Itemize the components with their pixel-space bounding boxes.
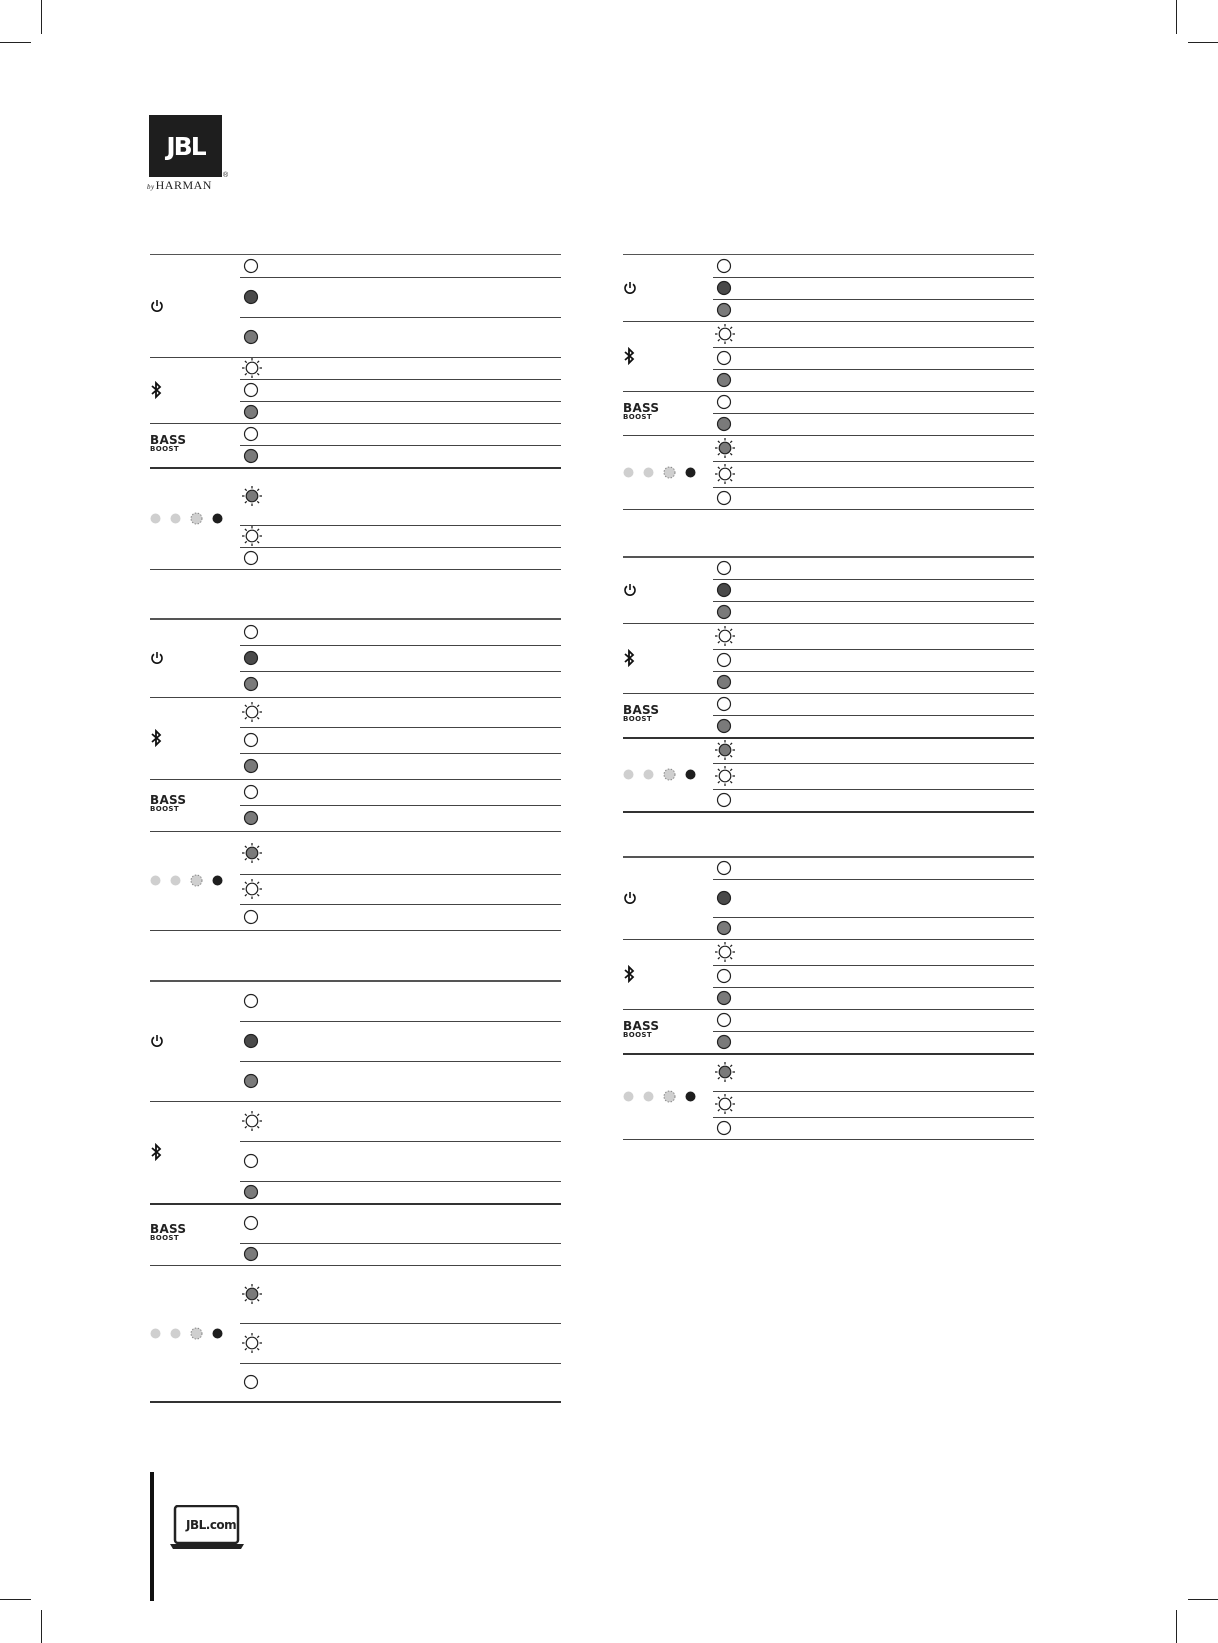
section-divider: [623, 939, 1034, 940]
bass-label-line2: BOOST: [150, 445, 180, 453]
section-divider: [150, 779, 561, 780]
led-solid-mid-icon: [242, 757, 260, 780]
table-top-rule: [150, 254, 561, 255]
row-divider: [240, 805, 561, 806]
led-off-icon: [242, 731, 260, 754]
led-off-icon: [242, 1152, 260, 1175]
bass-label-line1: BASS: [623, 1019, 660, 1033]
crop-mark: [1188, 42, 1218, 43]
led-blinking-icon: [242, 879, 262, 904]
crop-mark: [0, 1599, 31, 1600]
row-divider: [240, 525, 561, 526]
section-label-power: [150, 981, 164, 1101]
led-blinking-filled-icon: [242, 1284, 262, 1309]
led-blinking-icon: [242, 702, 262, 727]
battery-dots-icon: [623, 1090, 696, 1103]
led-off-icon: [242, 992, 260, 1015]
section-label-bass: [623, 693, 659, 737]
led-solid-dark-icon: [242, 288, 260, 311]
section-label-power: [150, 255, 164, 357]
power-icon: [150, 299, 164, 313]
row-divider: [713, 601, 1034, 602]
section-divider: [623, 623, 1034, 624]
row-divider: [240, 645, 561, 646]
table-bottom-rule: [623, 1139, 1034, 1140]
section-label-bt: [623, 623, 635, 693]
byline-text: HARMAN: [155, 178, 212, 192]
section-label-bt: [623, 939, 635, 1009]
row-divider: [713, 1031, 1034, 1032]
bass-label-line2: BOOST: [623, 413, 653, 421]
led-blinking-filled-icon: [242, 486, 262, 511]
row-divider: [713, 715, 1034, 716]
bass-boost-label: [150, 793, 187, 814]
table-top-rule: [623, 556, 1034, 558]
harman-byline: [147, 178, 212, 193]
battery-dots-icon: [623, 466, 696, 479]
section-divider: [623, 693, 1034, 694]
section-divider: [150, 697, 561, 698]
led-blinking-icon: [715, 766, 735, 791]
led-solid-dark-icon: [242, 1032, 260, 1055]
section-label-batt: [150, 467, 223, 569]
crop-mark: [1176, 0, 1177, 34]
section-label-bass: [150, 779, 186, 831]
table-bottom-rule: [623, 811, 1034, 813]
row-divider: [713, 461, 1034, 462]
section-label-bass: [623, 1009, 659, 1053]
led-off-icon: [242, 623, 260, 646]
led-solid-mid-icon: [242, 328, 260, 351]
bass-label-line1: BASS: [150, 793, 187, 807]
row-divider: [713, 1091, 1034, 1092]
led-off-icon: [242, 1373, 260, 1396]
row-divider: [240, 753, 561, 754]
section-divider: [150, 423, 561, 424]
row-divider: [713, 879, 1034, 880]
bass-boost-label: [150, 433, 187, 454]
led-blinking-filled-icon: [715, 438, 735, 463]
led-blinking-icon: [242, 1333, 262, 1358]
row-divider: [713, 789, 1034, 790]
website-label: JBL.com: [186, 1518, 237, 1532]
section-label-bt: [150, 1101, 162, 1203]
led-solid-dark-icon: [715, 889, 733, 912]
row-divider: [240, 1061, 561, 1062]
row-divider: [713, 347, 1034, 348]
section-label-power: [623, 255, 637, 321]
crop-mark: [1188, 1599, 1218, 1600]
row-divider: [240, 1181, 561, 1182]
section-label-bass: [623, 391, 659, 435]
table-top-rule: [623, 856, 1034, 858]
row-divider: [240, 1021, 561, 1022]
section-label-bt: [623, 321, 635, 391]
row-divider: [713, 987, 1034, 988]
section-divider: [150, 357, 561, 358]
crop-mark: [1176, 1610, 1177, 1643]
row-divider: [240, 1141, 561, 1142]
row-divider: [713, 579, 1034, 580]
section-label-power: [150, 619, 164, 697]
row-divider: [240, 277, 561, 278]
bluetooth-icon: [623, 649, 635, 667]
row-divider: [713, 671, 1034, 672]
table-bottom-rule: [150, 930, 561, 931]
battery-dots-icon: [150, 512, 223, 525]
registered-mark: ®: [223, 172, 229, 179]
row-divider: [240, 904, 561, 905]
power-icon: [623, 891, 637, 905]
row-divider: [713, 965, 1034, 966]
bluetooth-icon: [150, 1143, 162, 1161]
led-off-icon: [242, 908, 260, 931]
led-blinking-icon: [715, 942, 735, 967]
bass-boost-label: [623, 401, 660, 422]
crop-mark: [0, 42, 31, 43]
section-label-power: [623, 857, 637, 939]
led-blinking-icon: [715, 464, 735, 489]
row-divider: [240, 547, 561, 548]
section-divider: [623, 391, 1034, 392]
power-icon: [150, 1034, 164, 1048]
bass-boost-label: [623, 703, 660, 724]
bass-boost-label: [150, 1222, 187, 1243]
section-divider: [623, 321, 1034, 322]
bass-label-line2: BOOST: [623, 1031, 653, 1039]
battery-dots-icon: [623, 768, 696, 781]
led-off-icon: [242, 1214, 260, 1237]
bass-boost-label: [623, 1019, 660, 1040]
row-divider: [240, 445, 561, 446]
section-label-bt: [150, 697, 162, 779]
bass-label-line1: BASS: [623, 401, 660, 415]
led-blinking-filled-icon: [715, 1062, 735, 1087]
power-icon: [150, 651, 164, 665]
row-divider: [240, 401, 561, 402]
led-blinking-filled-icon: [715, 740, 735, 765]
row-divider: [713, 369, 1034, 370]
led-blinking-icon: [242, 1111, 262, 1136]
bass-label-line2: BOOST: [623, 715, 653, 723]
crop-mark: [41, 1610, 42, 1643]
bluetooth-icon: [150, 729, 162, 747]
battery-dots-icon: [150, 1327, 223, 1340]
power-icon: [623, 583, 637, 597]
bass-label-line1: BASS: [150, 1222, 187, 1236]
jbl-logo: [149, 115, 222, 177]
table-bottom-rule: [150, 1401, 561, 1403]
section-divider: [623, 1009, 1034, 1010]
row-divider: [713, 413, 1034, 414]
row-divider: [713, 649, 1034, 650]
byline-prefix: by: [147, 183, 155, 191]
bluetooth-icon: [623, 965, 635, 983]
section-label-batt: [623, 435, 696, 509]
led-solid-mid-icon: [242, 809, 260, 832]
section-label-batt: [150, 1265, 223, 1401]
jbl-logo-text: JBL: [166, 131, 205, 161]
row-divider: [240, 1363, 561, 1364]
led-off-icon: [242, 783, 260, 806]
led-solid-mid-icon: [242, 1072, 260, 1095]
table-bottom-rule: [623, 509, 1034, 510]
led-blinking-icon: [715, 324, 735, 349]
bass-label-line1: BASS: [623, 703, 660, 717]
section-label-batt: [623, 1053, 696, 1139]
section-divider: [150, 1101, 561, 1102]
row-divider: [240, 874, 561, 875]
bass-label-line2: BOOST: [150, 1234, 180, 1242]
section-label-bass: [150, 423, 186, 467]
bass-label-line2: BOOST: [150, 805, 180, 813]
power-icon: [623, 281, 637, 295]
row-divider: [713, 917, 1034, 918]
row-divider: [713, 299, 1034, 300]
led-solid-mid-icon: [242, 675, 260, 698]
crop-mark: [41, 0, 42, 34]
row-divider: [713, 487, 1034, 488]
section-label-power: [623, 557, 637, 623]
row-divider: [713, 763, 1034, 764]
table-top-rule: [150, 618, 561, 620]
row-divider: [240, 379, 561, 380]
battery-dots-icon: [150, 874, 223, 887]
section-label-bt: [150, 357, 162, 423]
footer-bar: [150, 1472, 154, 1601]
section-divider: [150, 1203, 561, 1205]
bluetooth-icon: [150, 381, 162, 399]
led-solid-dark-icon: [242, 649, 260, 672]
table-bottom-rule: [150, 569, 561, 570]
row-divider: [713, 277, 1034, 278]
led-blinking-icon: [715, 1094, 735, 1119]
section-label-bass: [150, 1203, 186, 1265]
bass-label-line1: BASS: [150, 433, 187, 447]
table-top-rule: [150, 980, 561, 982]
row-divider: [240, 727, 561, 728]
row-divider: [240, 1323, 561, 1324]
row-divider: [240, 317, 561, 318]
led-blinking-icon: [715, 626, 735, 651]
bluetooth-icon: [623, 347, 635, 365]
row-divider: [240, 671, 561, 672]
led-blinking-filled-icon: [242, 843, 262, 868]
section-label-batt: [623, 737, 696, 811]
table-top-rule: [623, 254, 1034, 255]
row-divider: [713, 1117, 1034, 1118]
section-label-batt: [150, 831, 223, 930]
row-divider: [240, 1243, 561, 1244]
